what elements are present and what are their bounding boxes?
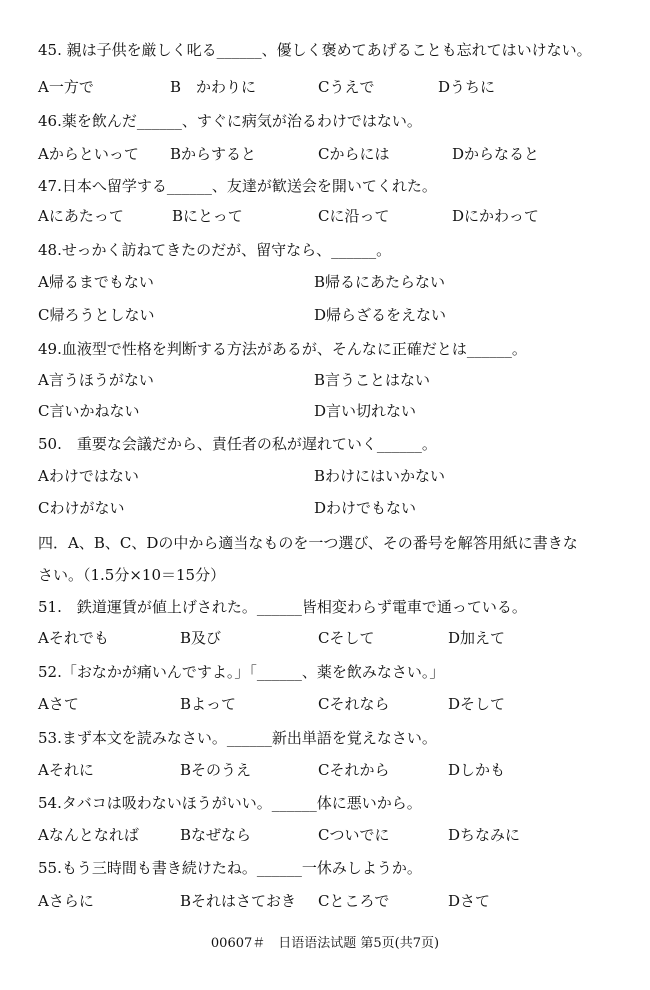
section-instruction-line1: 四．A、B、C、Dの中から適当なものを一つ選び、その番号を解答用紙に書きな xyxy=(38,534,578,552)
option-b: Bなぜなら xyxy=(180,826,252,844)
option-c: Cところで xyxy=(318,892,390,910)
option-d: Dわけでもない xyxy=(314,499,417,517)
question-52: 52.「おなかが痛いんですよ。」「______、薬を飲みなさい。」 xyxy=(38,663,445,681)
option-a: Aさて xyxy=(38,695,79,713)
option-a: Aからといって xyxy=(38,145,139,163)
options-50-row1 xyxy=(38,466,638,486)
option-c: Cうえで xyxy=(318,78,375,96)
option-a: Aそれでも xyxy=(38,629,109,647)
option-c: Cわけがない xyxy=(38,499,125,517)
options-47 xyxy=(38,206,638,226)
option-d: Dしかも xyxy=(448,761,506,779)
option-d: Dそして xyxy=(448,695,506,713)
options-54 xyxy=(38,825,638,845)
option-d: D加えて xyxy=(448,629,506,647)
question-53: 53.まず本文を読みなさい。______新出単語を覚えなさい。 xyxy=(38,729,437,747)
question-49: 49.血液型で性格を判断する方法があるが、そんなに正確だとは______。 xyxy=(38,340,527,358)
question-51: 51. 鉄道運賃が値上げされた。______皆相変わらず電車で通っている。 xyxy=(38,598,527,616)
options-52 xyxy=(38,694,638,714)
options-55 xyxy=(38,891,638,911)
option-c: C帰ろうとしない xyxy=(38,306,155,324)
option-c: Cに沿って xyxy=(318,207,390,225)
options-49-row1 xyxy=(38,370,638,390)
option-d: Dにかわって xyxy=(452,207,539,225)
option-b: B帰るにあたらない xyxy=(314,273,446,291)
option-c: Cそれから xyxy=(318,761,390,779)
question-46: 46.薬を飲んだ______、すぐに病気が治るわけではない。 xyxy=(38,112,422,130)
option-c: Cついでに xyxy=(318,826,390,844)
question-47: 47.日本へ留学する______、友達が歓送会を開いてくれた。 xyxy=(38,177,437,195)
options-53 xyxy=(38,760,638,780)
option-d: Dうちに xyxy=(438,78,496,96)
option-b: B及び xyxy=(180,629,222,647)
options-49-row2 xyxy=(38,401,638,421)
options-45 xyxy=(38,77,638,97)
question-50: 50. 重要な会議だから、責任者の私が遅れていく______。 xyxy=(38,435,437,453)
option-c: C言いかねない xyxy=(38,402,140,420)
option-d: Dからなると xyxy=(452,145,540,163)
option-c: Cからには xyxy=(318,145,390,163)
option-a: A一方で xyxy=(38,78,94,96)
options-48-row2 xyxy=(38,305,638,325)
option-b: Bにとって xyxy=(172,207,243,225)
page-footer: 00607＃ 日语语法试题 第5页(共7页) xyxy=(210,936,440,951)
question-55: 55.もう三時間も書き続けたね。______一休みしようか。 xyxy=(38,859,422,877)
option-b: Bからすると xyxy=(170,145,257,163)
option-b: B かわりに xyxy=(170,78,257,96)
option-a: Aにあたって xyxy=(38,207,124,225)
option-a: Aさらに xyxy=(38,892,94,910)
section-instruction-line2: さい。（1.5分×10＝15分） xyxy=(38,566,226,584)
option-d: D言い切れない xyxy=(314,402,417,420)
option-d: Dちなみに xyxy=(448,826,521,844)
option-d: D帰らざるをえない xyxy=(314,306,447,324)
option-b: B言うことはない xyxy=(314,371,431,389)
option-b: Bそのうえ xyxy=(180,761,252,779)
option-b: Bわけにはいかない xyxy=(314,467,446,485)
options-51 xyxy=(38,628,638,648)
question-45: 45. 親は子供を厳しく叱る______、優しく褒めてあげることも忘れてはいけない。 xyxy=(38,41,592,59)
option-a: A言うほうがない xyxy=(38,371,154,389)
option-a: A帰るまでもない xyxy=(38,273,154,291)
option-a: Aわけではない xyxy=(38,467,139,485)
options-50-row2 xyxy=(38,498,638,518)
option-a: Aなんとなれば xyxy=(38,826,139,844)
option-b: Bそれはさておき xyxy=(180,892,297,910)
option-d: Dさて xyxy=(448,892,491,910)
options-46 xyxy=(38,144,638,164)
option-c: Cそして xyxy=(318,629,375,647)
option-b: Bよって xyxy=(180,695,237,713)
question-48: 48.せっかく訪ねてきたのだが、留守なら、______。 xyxy=(38,241,392,259)
options-48-row1 xyxy=(38,272,638,292)
question-54: 54.タバコは吸わないほうがいい。______体に悪いから。 xyxy=(38,794,422,812)
option-c: Cそれなら xyxy=(318,695,390,713)
option-a: Aそれに xyxy=(38,761,94,779)
